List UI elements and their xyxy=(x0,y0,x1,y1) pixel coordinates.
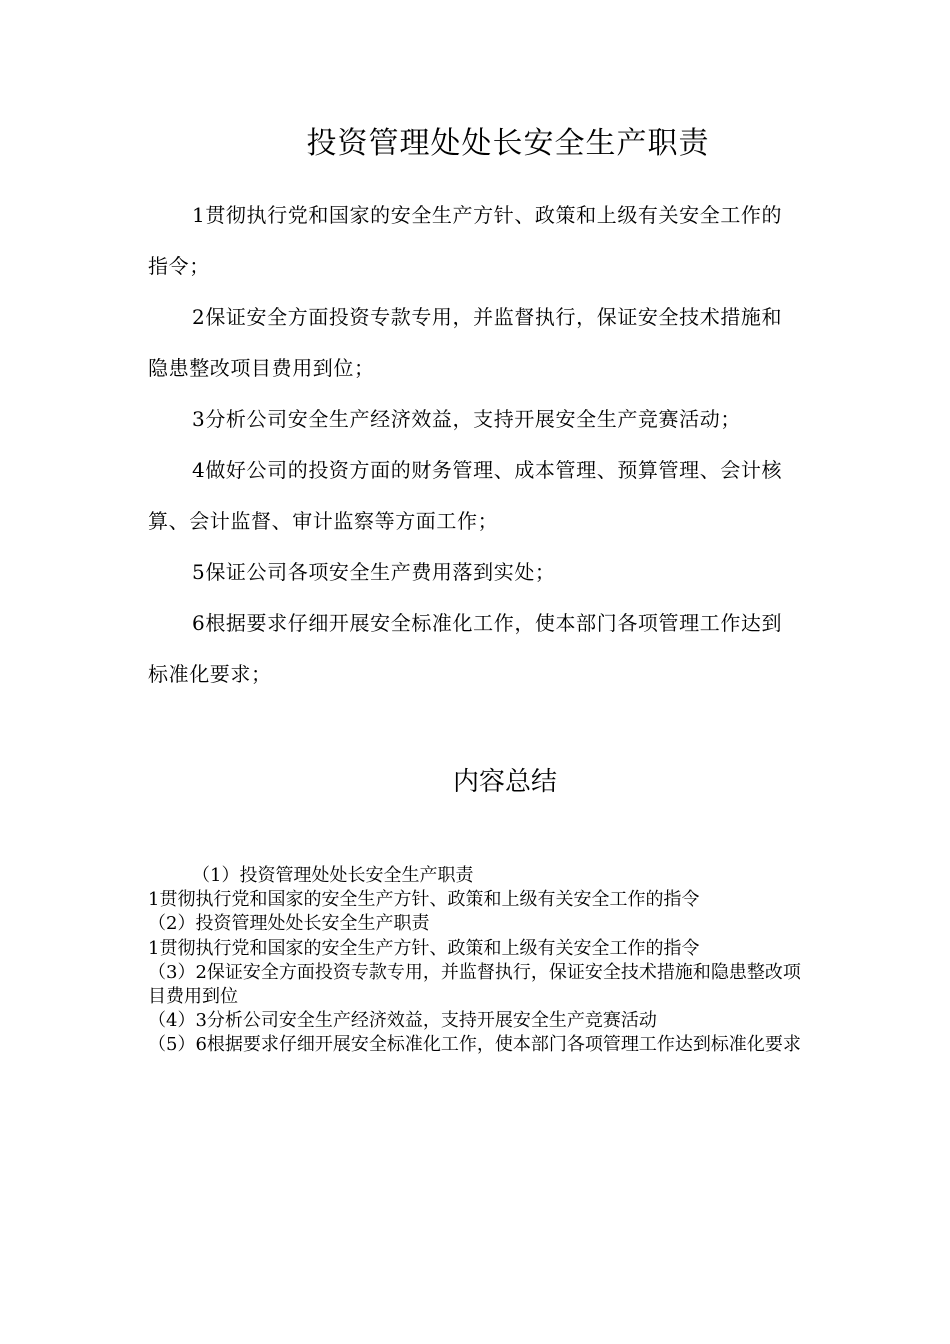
summary-line: （3）2保证安全方面投资专款专用，并监督执行，保证安全技术措施和隐患整改项目费用到位 xyxy=(148,961,801,1008)
duty-item: 6根据要求仔细开展安全标准化工作，使本部门各项管理工作达到标准化要求； xyxy=(148,611,783,686)
summary-line: （5）6根据要求仔细开展安全标准化工作，使本部门各项管理工作达到标准化要求 xyxy=(148,1034,801,1056)
duty-item: 1贯彻执行党和国家的安全生产方针、政策和上级有关安全工作的指令； xyxy=(148,203,783,278)
summary-line: 1贯彻执行党和国家的安全生产方针、政策和上级有关安全工作的指令 xyxy=(148,889,700,911)
duty-item: 5保证公司各项安全生产费用落到实处； xyxy=(192,560,556,584)
duty-item: 2保证安全方面投资专款专用，并监督执行，保证安全技术措施和隐患整改项目费用到位； xyxy=(148,305,783,380)
summary-line: 1贯彻执行党和国家的安全生产方针、政策和上级有关安全工作的指令 xyxy=(148,937,700,959)
summary-title: 内容总结 xyxy=(452,767,557,797)
duty-item: 3分析公司安全生产经济效益，支持开展安全生产竞赛活动； xyxy=(192,407,741,431)
summary-line: （2）投资管理处处长安全生产职责 xyxy=(148,913,430,935)
document-title: 投资管理处处长安全生产职责 xyxy=(306,126,710,161)
summary-section xyxy=(148,864,803,1058)
summary-line: （1）投资管理处处长安全生产职责 xyxy=(192,865,474,886)
duties-list xyxy=(148,190,798,700)
summary-line: （4）3分析公司安全生产经济效益，支持开展安全生产竞赛活动 xyxy=(148,1010,657,1032)
duty-item: 4做好公司的投资方面的财务管理、成本管理、预算管理、会计核算、会计监督、审计监察等方面工作； xyxy=(148,458,783,533)
